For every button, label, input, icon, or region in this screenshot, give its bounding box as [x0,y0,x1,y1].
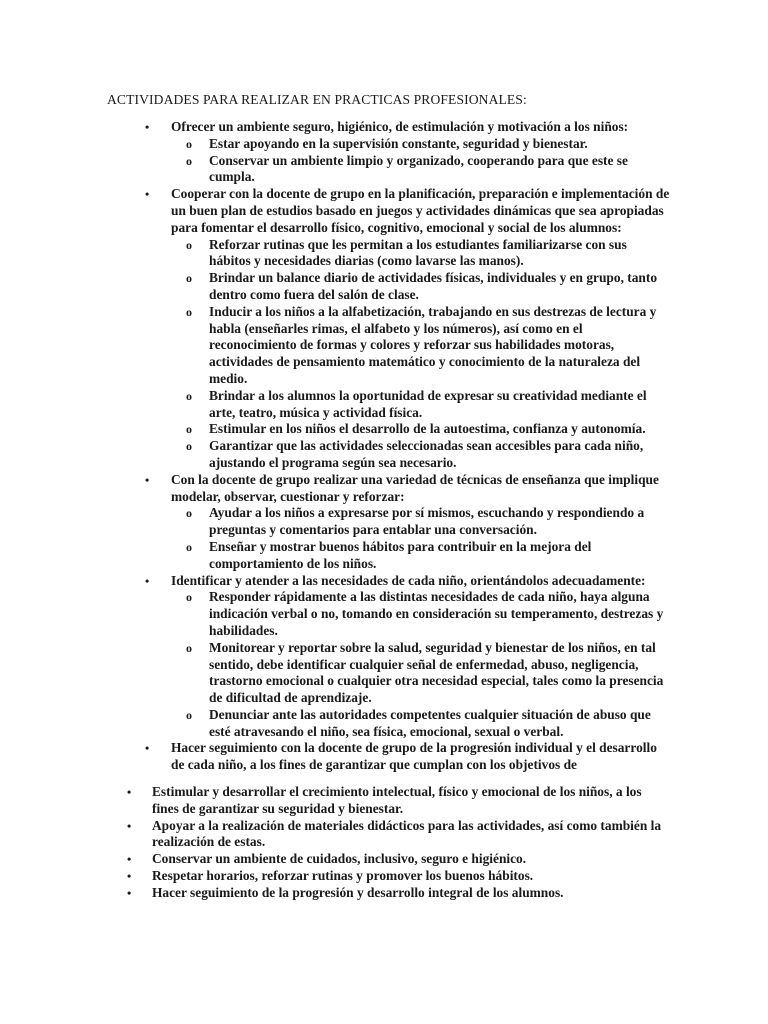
sub-bullet-icon: o [186,506,192,521]
sub-bullet-icon: o [186,439,192,454]
sub-list-item-text: Brindar a los alumnos la oportunidad de expresar su creatividad mediante el arte, teatro, música y actividad física. [209,387,647,420]
sub-list [171,505,670,572]
sub-list-item [186,505,670,539]
sub-bullet-icon: o [186,304,192,319]
bullet-icon: • [127,785,132,799]
sub-list-item [186,538,670,573]
bullet-icon: • [127,885,132,900]
sub-bullet-icon: o [186,237,192,252]
outer-list-item [0,868,768,885]
sub-list-item [186,236,670,271]
sub-list-item-text: Enseñar y mostrar buenos hábitos para contribuir en la mejora del comportamiento de los niños. [209,538,592,571]
sub-list [171,136,670,186]
outer-activities-list [0,784,768,902]
sub-bullet-icon: o [186,271,192,286]
bullet-icon: • [127,852,132,867]
outer-list-item-text: Hacer seguimiento de la progresión y desarrollo integral de los alumnos. [152,884,564,900]
bullet-icon: • [145,187,150,202]
outer-list-item [0,851,768,868]
outer-list-item-text: Estimular y desarrollar el crecimiento intelectual, físico y emocional de los niños, a los fines de garantizar su seguridad y bienestar. [152,784,642,816]
sub-list-item [186,387,670,422]
sub-list [171,237,670,472]
list-item [0,472,768,573]
list-item [0,186,768,472]
sub-list-item-text: Brindar un balance diario de actividades físicas, individuales y en grupo, tanto dentro como fuera del salón de clase. [209,270,658,302]
bullet-icon: • [127,818,132,833]
sub-bullet-icon: o [186,707,192,722]
sub-list-item-text: Denunciar ante las autoridades competentes cualquier situación de abuso que esté atravesando el niño, sea física, emocional, sexual o verbal. [209,706,651,739]
sub-bullet-icon: o [186,153,192,168]
list-item [0,573,768,741]
sub-list-item [186,639,670,707]
sub-bullet-icon: o [186,539,192,554]
activities-list [0,119,768,774]
sub-list-item-text: Conservar un ambiente limpio y organizado, cooperando para que este se cumpla. [209,152,628,185]
outer-list-item-text: Apoyar a la realización de materiales didácticos para las actividades, así como también la realización de estas. [152,817,662,850]
sub-list-item-text: Ayudar a los niños a expresarse por sí mismos, escuchando y respondiendo a preguntas y comentarios para entablar una conversación. [209,505,645,538]
sub-bullet-icon: o [186,422,192,437]
sub-list-item-text: Estar apoyando en la supervisión constante, seguridad y bienestar. [209,135,588,151]
outer-list-item [0,784,768,818]
sub-list-item [186,152,670,187]
sub-list-item [186,438,670,472]
sub-list-item [186,589,670,639]
outer-list-item-text: Respetar horarios, reforzar rutinas y promover los buenos hábitos. [152,867,534,883]
sub-bullet-icon: o [186,590,192,605]
list-item [0,740,768,774]
sub-list-item-text: Reforzar rutinas que les permitan a los estudiantes familiarizarse con sus hábitos y necesidades diarias (como lavarse las manos). [209,236,627,269]
sub-bullet-icon: o [186,640,192,655]
outer-list-item [0,818,768,852]
list-item-text: Con la docente de grupo realizar una variedad de técnicas de enseñanza que implique modelar, observar, cuestionar y reforzar: [171,471,659,504]
list-item-text: Ofrecer un ambiente seguro, higiénico, de estimulación y motivación a los niños: [171,119,629,134]
document-title: ACTIVIDADES PARA REALIZAR EN PRACTICAS PROFESIONALES: [107,92,527,107]
sub-list-item-text: Inducir a los niños a la alfabetización, trabajando en sus destrezas de lectura y habla (enseñarles rimas, el alfabeto y los números), así como en el reconocimiento de formas y colores y reforzar sus habilidades motoras, actividades de pensamiento matemático y conocimiento de la naturaleza del medio. [209,303,657,386]
bullet-icon: • [145,573,150,588]
outer-list-item [0,885,768,902]
list-item-text: Cooperar con la docente de grupo en la planificación, preparación e implementación de un buen plan de estudios basado en juegos y actividades dinámicas que sea apropiadas para fomentar el desarrollo físico, cognitivo, emocional y social de los alumnos: [171,186,670,235]
sub-list-item [186,421,670,438]
bullet-icon: • [145,741,150,756]
sub-list-item [186,135,670,153]
sub-list [171,589,670,740]
sub-bullet-icon: o [186,136,192,151]
sub-list-item-text: Monitorear y reportar sobre la salud, seguridad y bienestar de los niños, en tal sentido, debe identificar cualquier señal de enfermedad, abuso, negligencia, trastorno emocional o cualquier otra necesidad especial, tales como la presencia de dificultad de aprendizaje. [209,639,664,706]
sub-list-item [186,270,670,304]
list-item-text: Hacer seguimiento con la docente de grupo de la progresión individual y el desarrollo de cada niño, a los fines de garantizar que cumplan con los objetivos de [171,740,657,773]
sub-list-item [186,303,670,388]
outer-list-item-text: Conservar un ambiente de cuidados, inclusivo, seguro e higiénico. [152,851,527,867]
list-item-text: Identificar y atender a las necesidades de cada niño, orientándolos adecuadamente: [171,572,646,588]
bullet-icon: • [127,868,132,883]
sub-list-item [186,706,670,741]
sub-list-item-text: Estimular en los niños el desarrollo de la autoestima, confianza y autonomía. [209,421,646,437]
sub-list-item-text: Garantizar que las actividades seleccionadas sean accesibles para cada niño, ajustando el programa según sea necesario. [209,438,644,470]
list-item [0,119,768,186]
bullet-icon: • [145,472,150,487]
sub-list-item-text: Responder rápidamente a las distintas necesidades de cada niño, haya alguna indicación verbal o no, tomando en consideración su temperamento, destrezas y habilidades. [209,589,664,638]
sub-bullet-icon: o [186,388,192,403]
bullet-icon: • [145,120,150,134]
